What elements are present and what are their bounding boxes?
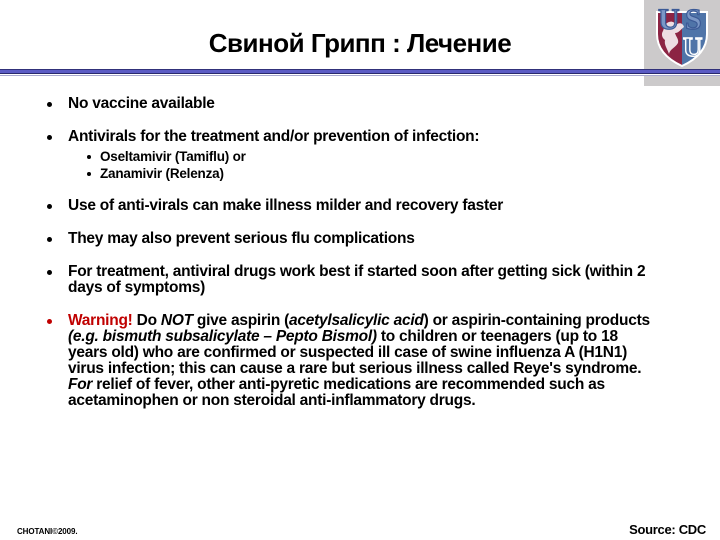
bullet-item <box>45 198 657 214</box>
text-segment: acetylsalicylic acid <box>289 312 424 329</box>
bullet-list <box>45 96 657 409</box>
bullet-dot <box>87 172 91 176</box>
bullet-item <box>45 96 657 112</box>
svg-text:S: S <box>685 3 702 36</box>
footer-source-credit: Source: CDC <box>629 522 706 537</box>
bullet-dot <box>47 135 52 140</box>
title-divider-rule <box>0 69 720 76</box>
bullet-dot <box>47 319 52 324</box>
text-segment: (e.g. bismuth subsalicylate – Pepto Bismol) <box>68 328 377 345</box>
bullet-item <box>45 264 657 296</box>
bullet-text: No vaccine available <box>68 95 215 112</box>
text-segment: For <box>68 376 93 393</box>
text-segment: relief of fever, other anti-pyretic medications are recommended such as acetaminophen or non steroidal anti-inflammatory drugs. <box>68 376 605 409</box>
text-segment: NOT <box>160 312 193 329</box>
bullet-text <box>68 313 657 409</box>
text-segment: to children or teenagers (up to 18 years old) who are confirmed or suspected ill case of swine influenza A (H1N1) virus infection; this can cause a rare but serious illness called Reye's syndrome. <box>68 328 642 377</box>
bullet-text: They may also prevent serious flu complications <box>68 230 415 247</box>
bullet-dot <box>47 102 52 107</box>
bullet-dot <box>47 237 52 242</box>
text-segment: Do <box>132 312 161 329</box>
bullet-text: For treatment, antiviral drugs work best if started soon after getting sick (within 2 days of symptoms) <box>68 263 646 296</box>
bullet-item <box>45 313 657 409</box>
bullet-dot <box>87 155 91 159</box>
bullet-text: Zanamivir (Relenza) <box>100 166 224 181</box>
bullet-text: Antivirals for the treatment and/or prevention of infection: <box>68 128 480 145</box>
bullet-item <box>45 129 657 145</box>
bullet-dot <box>47 270 52 275</box>
slide-title: Свиной Грипп : Лечение <box>208 28 512 58</box>
bullet-dot <box>47 204 52 209</box>
bullet-text: Use of anti-virals can make illness milder and recovery faster <box>68 197 504 214</box>
svg-text:U: U <box>683 32 703 62</box>
text-segment: give aspirin ( <box>192 312 290 329</box>
sub-bullet-item <box>85 149 657 164</box>
text-segment: ) or aspirin-containing products <box>423 312 650 329</box>
sub-bullet-item <box>85 166 657 181</box>
footer-author-credit: CHOTANI©2009. <box>17 527 78 536</box>
bullet-item <box>45 231 657 247</box>
svg-text:U: U <box>658 3 680 36</box>
warning-label: Warning! <box>68 312 133 329</box>
usu-shield-logo <box>652 3 712 69</box>
bullet-text: Oseltamivir (Tamiflu) or <box>100 149 246 164</box>
